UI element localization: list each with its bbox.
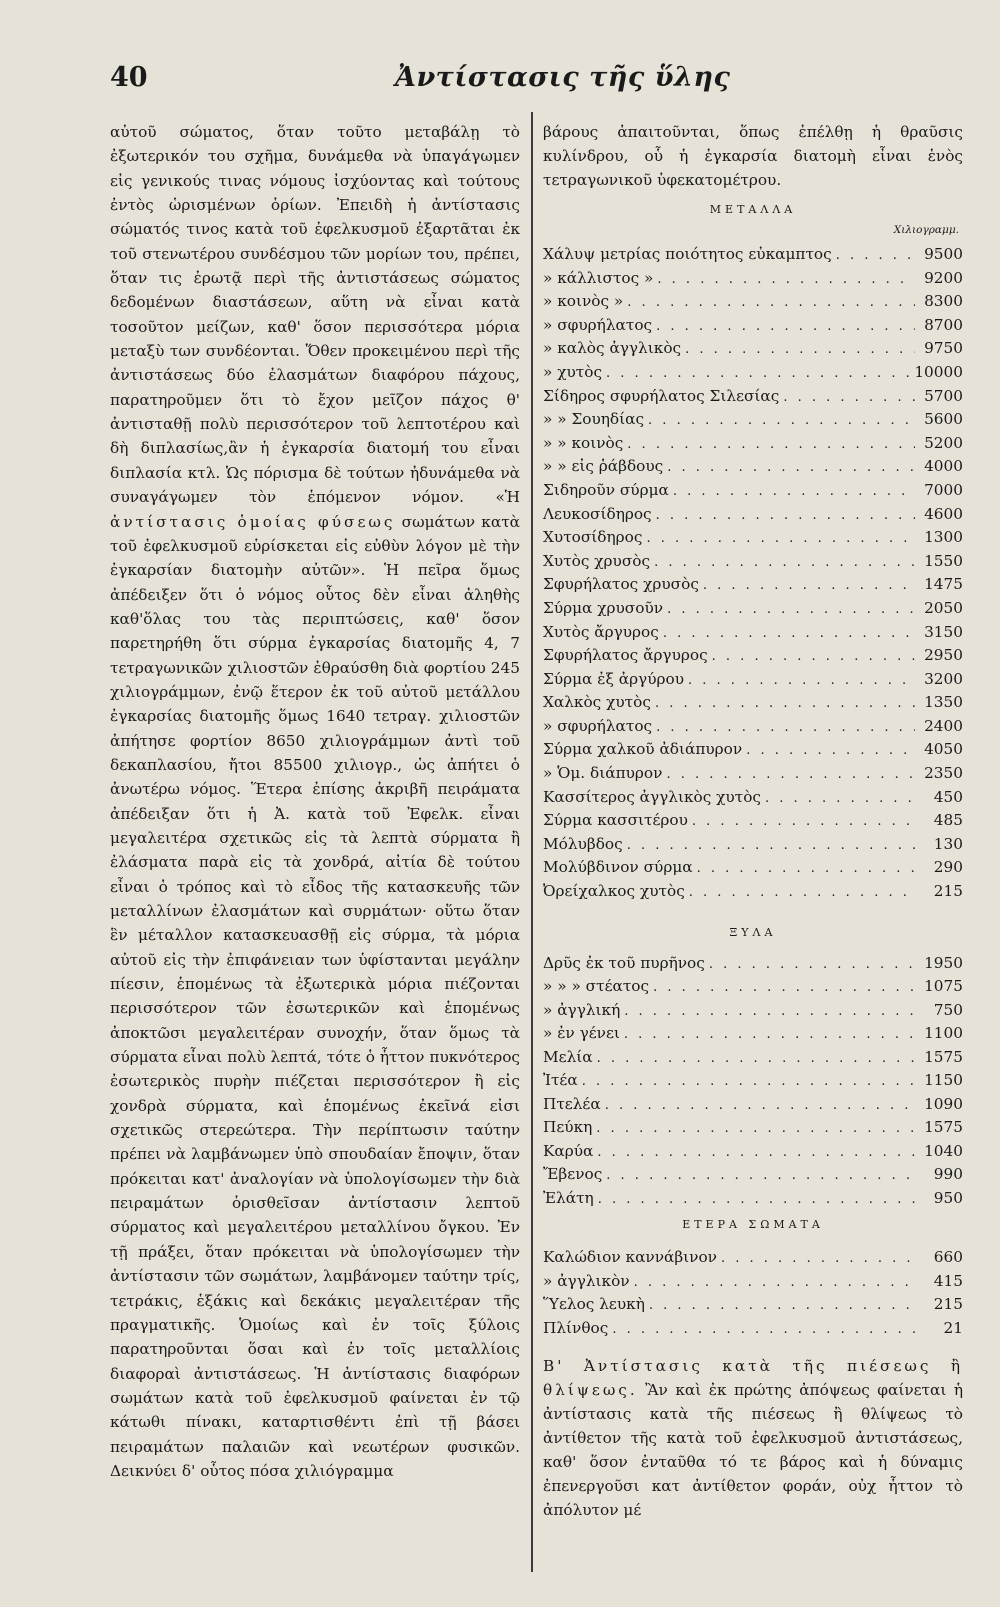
- left-column: [110, 120, 520, 1483]
- leader-dots: [693, 857, 915, 881]
- table-row: [543, 1162, 963, 1186]
- other-bodies-heading: ΕΤΕΡΑ ΣΩΜΑΤΑ: [682, 1218, 824, 1232]
- leader-dots: [620, 1000, 915, 1024]
- row-label: » ἀγγλικὸν: [543, 1271, 630, 1290]
- table-row: [543, 737, 963, 761]
- woods-table: [543, 951, 963, 1210]
- row-label: » » » στέατος: [543, 977, 650, 996]
- row-label: » » κοινὸς: [543, 433, 624, 452]
- row-label: » χυτὸς: [543, 362, 603, 381]
- leader-dots: [659, 622, 915, 646]
- section-b-text: Ἂν καὶ ἐκ πρώτης ἀπόψεως φαίνεται ἡ ἀντίστασις κατὰ τῆς πιέσεως ἢ θλίψεως τὸ ἀντίθετον τῆς κατὰ τοῦ ἐφελκυσμοῦ ἀντιστάσεως, καθ' ὅσον ἐνταῦθα τό τε βάρος καὶ ἡ δύναμις ἐπενεργοῦσι κατ ἀντίθετον φοράν, οὐχ ἧττον τὸ ἀπόλυτον μέ: [543, 1380, 963, 1519]
- row-label: Μόλυβδος: [543, 834, 623, 853]
- leader-dots: [652, 716, 915, 740]
- table-row: [543, 808, 963, 832]
- row-value: 1550: [924, 551, 963, 570]
- row-value: 3150: [924, 622, 963, 641]
- table-row: [543, 572, 963, 596]
- row-value: 2400: [924, 716, 963, 735]
- unit-heading: Χιλιογραμμ.: [893, 224, 959, 236]
- row-label: Πτελέα: [543, 1094, 601, 1113]
- table-row: [543, 1115, 963, 1139]
- table-row: [543, 1139, 963, 1163]
- leader-dots: [623, 834, 915, 858]
- metals-table: [543, 242, 963, 903]
- leader-dots: [650, 551, 915, 575]
- leader-dots: [602, 1164, 915, 1188]
- table-row: [543, 502, 963, 526]
- leader-dots: [717, 1247, 915, 1271]
- table-row: [543, 714, 963, 738]
- metals-heading: ΜΕΤΑΛΛΑ: [709, 203, 797, 216]
- row-value: 5200: [924, 433, 963, 452]
- column-divider: [531, 112, 533, 1572]
- table-intro: βάρους ἀπαιτοῦνται, ὅπως ἐπέλθῃ ἡ θραῦσις κυλίνδρου, οὗ ἡ ἐγκαρσία διατομὴ εἶναι ἑνὸς τετραγωνικοῦ ὑφεκατομέτρου.: [543, 123, 963, 189]
- table-row: [543, 1092, 963, 1116]
- leader-dots: [779, 386, 915, 410]
- paragraph-text: αὐτοῦ σώματος, ὅταν τοῦτο μεταβάλῃ τὸ ἐξωτερικόν του σχῆμα, δυνάμεθα νὰ ὑπαγάγωμεν εἰς γενικούς τινας νόμους ἰσχύοντας καὶ τούτους ἐντὸς ὡρισμένων ὁρίων. Ἐπειδὴ ἡ ἀντίστασις σώματός τινος κατὰ τοῦ ἐφελκυσμοῦ ἐξαρτᾶται ἐκ τοῦ στενωτέρου συνδέσμου τῶν μορίων του, πρέπει, ὅταν τις ἐρωτᾷ περὶ τῆς ἀντιστάσεως σώματος δεδομένων διαστάσεων, αὕτη νὰ εἶναι κατὰ τοσοῦτον μείζων, καθ' ὅσον περισσότερα μόρια μεταξὺ των συνδέονται. Ὅθεν προκειμένου περὶ τῆς ἀντιστάσεως δύο ἐλασμάτων διαφόρου πάχους, παρατηροῦμεν ὅτι τὸ ἔχον μεῖζον πάχος θ' ἀντισταθῇ πολὺ περισσότερον τοῦ λεπτοτέρου καὶ δὴ διπλασίως,ἂν ἡ ἐγκαρσία διατομή του εἶναι διπλασία κτλ. Ὡς πόρισμα δὲ τούτων ἠδυνάμεθα νὰ συναγάγωμεν τὸν ἑπόμενον νόμον. «Ἡ: [110, 123, 520, 507]
- row-value: 1950: [924, 953, 963, 972]
- table-row: [543, 1269, 963, 1293]
- table-row: [543, 1186, 963, 1210]
- row-label: Μελία: [543, 1047, 593, 1066]
- row-value: 4600: [924, 504, 963, 523]
- leader-dots: [644, 409, 915, 433]
- table-row: [543, 242, 963, 266]
- row-value: 9200: [924, 268, 963, 287]
- row-label: Ἰτέα: [543, 1071, 578, 1090]
- law-statement-spaced: ἀντίστασις ὁμοίας φύσεως: [110, 512, 396, 531]
- row-label: Καλώδιον καννάβινον: [543, 1248, 717, 1267]
- leader-dots: [663, 456, 915, 480]
- row-value: 5700: [924, 386, 963, 405]
- leader-dots: [708, 645, 915, 669]
- row-value: 415: [933, 1271, 963, 1290]
- row-label: Σιδηροῦν σύρμα: [543, 480, 669, 499]
- leader-dots: [578, 1070, 915, 1094]
- row-value: 9750: [924, 339, 963, 358]
- table-row: [543, 667, 963, 691]
- table-row: [543, 951, 963, 975]
- row-label: Σφυρήλατος ἄργυρος: [543, 646, 708, 665]
- row-value: 950: [933, 1188, 963, 1207]
- leader-dots: [630, 1271, 915, 1295]
- row-label: » Ὁμ. διάπυρον: [543, 764, 663, 783]
- table-row: [543, 1021, 963, 1045]
- leader-dots: [688, 810, 915, 834]
- row-label: Σύρμα χρυσοῦν: [543, 598, 664, 617]
- row-label: Πεύκη: [543, 1118, 593, 1137]
- row-value: 990: [933, 1165, 963, 1184]
- table-row: [543, 407, 963, 431]
- leader-dots: [669, 480, 915, 504]
- row-label: Πλίνθος: [543, 1318, 609, 1337]
- leader-dots: [623, 433, 915, 457]
- leader-dots: [663, 598, 915, 622]
- table-row: [543, 384, 963, 408]
- leader-dots: [651, 692, 915, 716]
- page-number: 40: [110, 62, 148, 93]
- running-head: Ἀντίστασις τῆς ὕλης: [395, 62, 731, 93]
- row-label: Κασσίτερος ἀγγλικὸς χυτὸς: [543, 787, 761, 806]
- table-row: [543, 1292, 963, 1316]
- row-label: Ἐλάτη: [543, 1188, 594, 1207]
- leader-dots: [761, 787, 915, 811]
- leader-dots: [593, 1141, 915, 1165]
- row-label: Ὀρείχαλκος χυτὸς: [543, 882, 685, 901]
- leader-dots: [620, 1023, 915, 1047]
- row-value: 1475: [924, 575, 963, 594]
- row-value: 1350: [924, 693, 963, 712]
- row-value: 8700: [924, 315, 963, 334]
- leader-dots: [662, 763, 915, 787]
- table-row: [543, 1045, 963, 1069]
- row-value: 215: [933, 882, 963, 901]
- row-label: Ὕελος λευκὴ: [543, 1295, 645, 1314]
- row-label: » ἀγγλική: [543, 1000, 621, 1019]
- row-label: Σφυρήλατος χρυσὸς: [543, 575, 699, 594]
- row-value: 1150: [924, 1071, 963, 1090]
- leader-dots: [593, 1047, 915, 1071]
- row-value: 1300: [924, 528, 963, 547]
- row-value: 1040: [924, 1141, 963, 1160]
- row-value: 450: [933, 787, 963, 806]
- row-label: Σύρμα χαλκοῦ ἀδιάπυρον: [543, 740, 743, 759]
- row-label: » ἐν γένει: [543, 1024, 620, 1043]
- row-value: 1575: [924, 1118, 963, 1137]
- row-label: Σίδηρος σφυρήλατος Σιλεσίας: [543, 386, 780, 405]
- right-column: [543, 120, 963, 1522]
- leader-dots: [642, 527, 915, 551]
- row-value: 130: [933, 834, 963, 853]
- row-value: 485: [933, 811, 963, 830]
- row-value: 290: [933, 858, 963, 877]
- row-value: 2350: [924, 764, 963, 783]
- leader-dots: [645, 1294, 915, 1318]
- table-row: [543, 761, 963, 785]
- table-row: [543, 454, 963, 478]
- leader-dots: [608, 1318, 915, 1342]
- row-value: 3200: [924, 669, 963, 688]
- row-value: 215: [933, 1295, 963, 1314]
- leader-dots: [592, 1117, 915, 1141]
- row-value: 8300: [924, 292, 963, 311]
- row-label: Χυτὸς ἄργυρος: [543, 622, 659, 641]
- table-row: [543, 855, 963, 879]
- woods-heading: ΞΥΛΑ: [729, 925, 777, 939]
- table-row: [543, 336, 963, 360]
- row-label: Χαλκὸς χυτὸς: [543, 693, 651, 712]
- row-value: 7000: [924, 480, 963, 499]
- leader-dots: [832, 244, 915, 268]
- row-value: 660: [933, 1248, 963, 1267]
- leader-dots: [649, 976, 915, 1000]
- leader-dots: [652, 315, 915, 339]
- leader-dots: [594, 1188, 915, 1212]
- row-value: 10000: [914, 362, 963, 381]
- leader-dots: [601, 1094, 915, 1118]
- table-row: [543, 596, 963, 620]
- section-b-lead: Β' Ἀντίστασις κατὰ τῆς πιέσεως ἢ θλίψεως.: [543, 1356, 963, 1399]
- leader-dots: [742, 739, 915, 763]
- row-label: Χάλυψ μετρίας ποιότητος εὐκαμπτος: [543, 245, 832, 263]
- table-row: [543, 879, 963, 903]
- table-row: [543, 360, 963, 384]
- paragraph-text-continued: σωμάτων κατὰ τοῦ ἐφελκυσμοῦ εὑρίσκεται εἰς εὐθὺν λόγον μὲ τὴν ἐγκαρσίαν διατομὴν αὐτῶν». Ἡ πεῖρα ὅμως ἀπέδειξεν ὅτι ὁ νόμος οὗτος δὲν εἶναι ἀληθὴς καθ'ὅλας του τὰς περιπτώσεις, καθ' ὅσον παρετηρήθη ὅτι σύρμα ἐγκαρσίας διατομῆς 4, 7 τετραγωνικῶν χιλιοστῶν ἐθραύσθη διὰ φορτίου 245 χιλιογράμμων, ἐνῷ ἕτερον ἐκ τοῦ αὐτοῦ μετάλλου ἐγκαρσίας διατομῆς ὅμως 1640 τετραγ. χιλιοστῶν ἀπήτησε φορτίον 8650 χιλιογράμμων ἀντὶ τοῦ δεκαπλασίου, ἤτοι 85500 χιλιογρ., ὡς ἀπήτει ὁ ἀνωτέρω νόμος. Ἕτερα ἐπίσης ἀκριβῆ πειράματα ἀπέδειξαν ὅτι ἡ Ἀ. κατὰ τοῦ Ἐφελκ. εἶναι μεγαλειτέρα σχετικῶς εἰς τὰ λεπτὰ σύρματα ἢ ἐλάσματα παρὰ εἰς τὰ χονδρά, αἰτία δὲ τούτου εἶναι ὁ τρόπος καὶ τὸ εἶδος τῆς κατασκευῆς τῶν μεταλλίνων ἐλασμάτων καὶ συρμάτων· οὕτω ὅταν ἓν μέταλλον κατασκευασθῇ εἰς σύρμα, τὰ μόρια αὐτοῦ εἰς τὴν ἐπιφάνειαν των ὑφίστανται μεγάλην πίεσιν, ἑπομένως τὰ ἐξωτερικὰ μόρια πιέζονται περισσότερον τῶν ἐσωτερικῶν καὶ ἑπομένως ἀποκτῶσι μεγαλειτέραν συνοχήν, ὅταν ὅμως τὰ σύρματα εἶναι πολὺ λεπτά, τότε ὁ ἧττον πυκνότερος ἐσωτερικὸς πυρὴν πιέζεται περισσότερον ἢ εἰς χονδρὰ σύρματα, καὶ ἑπομένως ἐκεῖνά εἰσι σχετικῶς στερεώτερα. Τὴν περίπτωσιν ταύτην πρέπει νὰ λαμβάνωμεν ὑπὸ σπουδαίαν ἔποψιν, ὅταν πρόκειται κατ' ἀναλογίαν νὰ ὑπολογίσωμεν τὴν διὰ πειραμάτων ὁρισθεῖσαν ἀντίστασιν λεπτοῦ σύρματος καὶ μεγαλειτέρου μεταλλίνου ὄγκου. Ἐν τῇ πράξει, ὅταν πρόκειται νὰ ὑπολογίσωμεν τὴν ἀντίστασιν τῶν σωμάτων, λαμβάνομεν ταύτην τρίς, τετράκις, ἑξάκις καὶ δεκάκις μεγαλειτέραν τῆς πραγματικῆς. Ὁμοίως καὶ ἐν τοῖς ξύλοις παρατηροῦνται ὅσαι καὶ ἐν τοῖς μεταλλίοις διαφοραὶ ἀντιστάσεως. Ἡ ἀντίστασις διαφόρων σωμάτων κατὰ τοῦ ἐφελκυσμοῦ φαίνεται ἐν τῷ κάτωθι πίνακι, καταρτισθέντι ἐπὶ τῇ βάσει πειραμάτων παλαιῶν καὶ νεωτέρων φυσικῶν. Δεικνύει δ' οὗτος πόσα χιλιόγραμμα: [110, 512, 520, 1480]
- table-row: [543, 289, 963, 313]
- row-label: Μολύβδινον σύρμα: [543, 858, 693, 877]
- table-row: [543, 478, 963, 502]
- body-paragraph: [110, 120, 520, 1483]
- row-label: » κάλλιστος »: [543, 268, 654, 287]
- leader-dots: [699, 574, 915, 598]
- row-label: Λευκοσίδηρος: [543, 504, 652, 523]
- other-bodies-table: [543, 1245, 963, 1339]
- table-row: [543, 313, 963, 337]
- table-row: [543, 785, 963, 809]
- leader-dots: [685, 881, 915, 905]
- table-row: [543, 998, 963, 1022]
- row-label: Ἔβενος: [543, 1165, 603, 1184]
- row-value: 4050: [924, 740, 963, 759]
- row-value: 2950: [924, 646, 963, 665]
- row-value: 1075: [924, 977, 963, 996]
- table-row: [543, 266, 963, 290]
- row-value: 1090: [924, 1094, 963, 1113]
- leader-dots: [705, 953, 915, 977]
- row-value: 750: [933, 1000, 963, 1019]
- row-label: Σύρμα ἐξ ἀργύρου: [543, 669, 685, 688]
- leader-dots: [623, 291, 915, 315]
- section-b-paragraph: [543, 1354, 963, 1522]
- row-value: 5600: [924, 410, 963, 429]
- table-row: [543, 620, 963, 644]
- row-label: Χυτοσίδηρος: [543, 528, 643, 547]
- row-label: » σφυρήλατος: [543, 315, 653, 334]
- row-value: 1575: [924, 1047, 963, 1066]
- row-value: 2050: [924, 598, 963, 617]
- leader-dots: [652, 504, 915, 528]
- leader-dots: [684, 669, 915, 693]
- leader-dots: [653, 268, 915, 292]
- row-value: 4000: [924, 457, 963, 476]
- table-row: [543, 1245, 963, 1269]
- row-label: » » εἰς ῥάβδους: [543, 457, 664, 476]
- row-label: » » Σουηδίας: [543, 410, 645, 429]
- row-label: » καλὸς ἀγγλικὸς: [543, 339, 682, 358]
- table-row: [543, 832, 963, 856]
- table-row: [543, 643, 963, 667]
- row-label: » σφυρήλατος: [543, 716, 653, 735]
- row-label: Καρύα: [543, 1141, 594, 1160]
- table-row: [543, 549, 963, 573]
- row-label: Χυτὸς χρυσὸς: [543, 551, 651, 570]
- row-value: 21: [943, 1318, 963, 1337]
- row-value: 9500: [924, 245, 963, 263]
- leader-dots: [602, 362, 914, 386]
- table-row: [543, 1068, 963, 1092]
- row-label: » κοινὸς »: [543, 292, 624, 311]
- table-row: [543, 690, 963, 714]
- table-row: [543, 431, 963, 455]
- table-row: [543, 1316, 963, 1340]
- leader-dots: [681, 338, 915, 362]
- table-row: [543, 974, 963, 998]
- table-row: [543, 525, 963, 549]
- row-value: 1100: [924, 1024, 963, 1043]
- row-label: Δρῦς ἐκ τοῦ πυρῆνος: [543, 953, 705, 972]
- row-label: Σύρμα κασσιτέρου: [543, 811, 688, 830]
